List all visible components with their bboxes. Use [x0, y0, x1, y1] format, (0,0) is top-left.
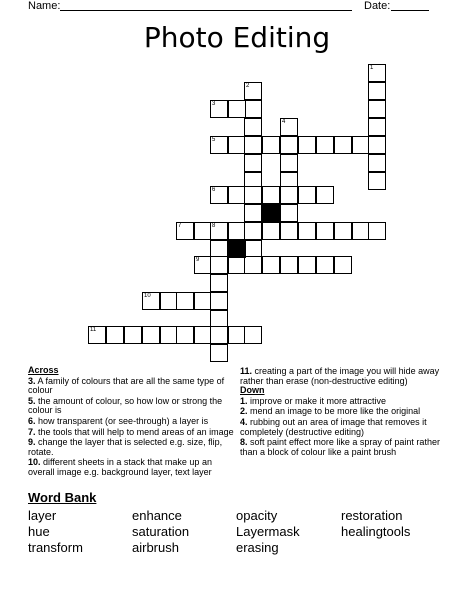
crossword-cell[interactable] — [106, 326, 124, 344]
clue-number: 4. — [240, 416, 248, 427]
clue-number-label: 3 — [212, 101, 216, 107]
clue-number: 9. — [28, 437, 36, 448]
clue-text: mend an image to be more like the original — [247, 406, 421, 417]
crossword-cell[interactable] — [244, 222, 262, 240]
crossword-cell[interactable] — [368, 82, 386, 100]
crossword-cell[interactable] — [280, 154, 298, 172]
crossword-cell[interactable] — [176, 222, 194, 240]
clue-item — [240, 438, 450, 457]
word-bank-item: opacity — [236, 508, 278, 523]
crossword-cell[interactable] — [244, 154, 262, 172]
crossword-cell[interactable] — [334, 222, 352, 240]
crossword-cell[interactable] — [244, 204, 262, 222]
crossword-cell[interactable] — [262, 186, 280, 204]
page-title: Photo Editing — [143, 21, 331, 54]
clue-text: different sheets in a stack that make up an overall image e.g. background layer, text layer — [28, 457, 212, 477]
clue-text: change the layer that is selected e.g. size, flip, rotate. — [28, 437, 223, 457]
crossword-cell[interactable] — [280, 204, 298, 222]
crossword-cell[interactable] — [280, 136, 298, 154]
clue-number: 7. — [28, 426, 36, 437]
crossword-cell[interactable] — [334, 136, 352, 154]
crossword-cell[interactable] — [210, 326, 228, 344]
crossword-cell[interactable] — [280, 222, 298, 240]
clue-number: 10. — [28, 457, 41, 468]
crossword-cell[interactable] — [228, 100, 246, 118]
crossword-cell[interactable] — [210, 100, 228, 118]
crossword-cell[interactable] — [210, 136, 228, 154]
word-bank-item: restoration — [341, 508, 403, 523]
clue-11 — [240, 367, 450, 386]
clue-item — [28, 438, 236, 457]
crossword-cell[interactable] — [368, 64, 386, 82]
crossword-cell[interactable] — [142, 326, 160, 344]
clue-number-label: 10 — [144, 293, 151, 299]
clue-text: A family of colours that are all the same type of colour — [28, 375, 225, 396]
crossword-cell[interactable] — [368, 222, 386, 240]
crossword-cell[interactable] — [368, 100, 386, 118]
name-label: Name: — [28, 0, 61, 12]
crossword-cell[interactable] — [262, 256, 280, 274]
clue-item — [240, 397, 450, 407]
crossword-cell[interactable] — [262, 136, 280, 154]
crossword-cell[interactable] — [244, 100, 262, 118]
clue-number-label: 9 — [196, 257, 200, 263]
crossword-block — [262, 204, 280, 222]
across-heading: Across — [28, 365, 59, 375]
crossword-cell[interactable] — [210, 292, 228, 310]
crossword-cell[interactable] — [262, 222, 280, 240]
clue-number: 11. — [240, 366, 253, 376]
clue-item — [28, 417, 236, 427]
crossword-block — [228, 240, 246, 258]
crossword-cell[interactable] — [316, 136, 334, 154]
clue-number: 8. — [240, 437, 248, 448]
clue-number: 1. — [240, 395, 248, 406]
clue-text: rubbing out an area of image that removes it completely (destructive editing) — [240, 416, 427, 437]
clue-item — [240, 418, 450, 437]
crossword-cell[interactable] — [142, 292, 160, 310]
clue-item — [28, 377, 236, 396]
crossword-cell[interactable] — [210, 344, 228, 362]
crossword-cell[interactable] — [316, 256, 334, 274]
crossword-cell[interactable] — [316, 222, 334, 240]
clue-number: 3. — [28, 375, 36, 386]
crossword-cell[interactable] — [280, 186, 298, 204]
clue-text: the tools that will help to mend areas of an image — [35, 426, 234, 437]
clue-number-label: 11 — [90, 327, 97, 333]
crossword-cell[interactable] — [210, 222, 228, 240]
crossword-cell[interactable] — [334, 256, 352, 274]
clue-number-label: 4 — [282, 119, 286, 125]
word-bank-item: healingtools — [341, 524, 411, 539]
clue-text: improve or make it more attractive — [247, 395, 387, 406]
crossword-cell[interactable] — [244, 136, 262, 154]
across-clues — [28, 366, 236, 478]
word-bank-item: layer — [28, 508, 57, 523]
crossword-cell[interactable] — [210, 256, 228, 274]
clue-number: 6. — [28, 415, 36, 426]
crossword-cell[interactable] — [368, 172, 386, 190]
clue-number: 5. — [28, 395, 36, 406]
clue-text: the amount of colour, so how low or strong the colour is — [28, 395, 223, 416]
word-bank-item: erasing — [236, 540, 279, 555]
word-bank-item: Layermask — [236, 524, 300, 539]
down-heading: Down — [240, 385, 265, 396]
clue-item — [28, 397, 236, 416]
word-bank-item: enhance — [132, 508, 182, 523]
crossword-cell[interactable] — [368, 154, 386, 172]
crossword-cell[interactable] — [244, 256, 262, 274]
date-label: Date: — [364, 0, 391, 12]
clue-text: soft paint effect more like a spray of paint rather than a block of colour like a paint brush — [240, 437, 440, 457]
crossword-cell[interactable] — [176, 326, 194, 344]
crossword-cell[interactable] — [316, 186, 334, 204]
crossword-cell[interactable] — [244, 186, 262, 204]
crossword-cell[interactable] — [298, 136, 316, 154]
word-bank-title: Word Bank — [28, 490, 97, 505]
crossword-cell[interactable] — [368, 136, 386, 154]
clue-number-label: 8 — [212, 223, 216, 229]
crossword-cell[interactable] — [210, 274, 228, 292]
word-bank-item: airbrush — [132, 540, 179, 555]
crossword-cell[interactable] — [88, 326, 106, 344]
crossword-cell[interactable] — [298, 186, 316, 204]
clue-number-label: 7 — [178, 223, 182, 229]
word-bank-item: saturation — [132, 524, 190, 539]
crossword-cell[interactable] — [244, 118, 262, 136]
clue-number-label: 6 — [212, 187, 216, 193]
crossword-cell[interactable] — [244, 82, 262, 100]
crossword-cell[interactable] — [244, 326, 262, 344]
crossword-cell[interactable] — [124, 326, 142, 344]
clue-item — [28, 458, 236, 477]
crossword-cell[interactable] — [280, 118, 298, 136]
crossword-cell[interactable] — [368, 118, 386, 136]
crossword-cell[interactable] — [298, 222, 316, 240]
clue-item — [240, 407, 450, 417]
crossword-cell[interactable] — [210, 186, 228, 204]
clue-number-label: 2 — [246, 83, 250, 89]
crossword-cell[interactable] — [298, 256, 316, 274]
crossword-cell[interactable] — [280, 256, 298, 274]
clue-number: 2. — [240, 406, 248, 417]
word-bank-item: transform — [28, 540, 83, 555]
crossword-cell[interactable] — [176, 292, 194, 310]
clue-text: creating a part of the image you will hide away rather than erase (non-destructive editing) — [240, 366, 440, 386]
right-clues — [240, 366, 450, 457]
clue-number-label: 1 — [370, 65, 374, 71]
clue-number-label: 5 — [212, 137, 216, 143]
clue-item — [28, 428, 236, 438]
word-bank-item: hue — [28, 524, 50, 539]
clue-text: how transparent (or see-through) a layer is — [35, 415, 209, 426]
